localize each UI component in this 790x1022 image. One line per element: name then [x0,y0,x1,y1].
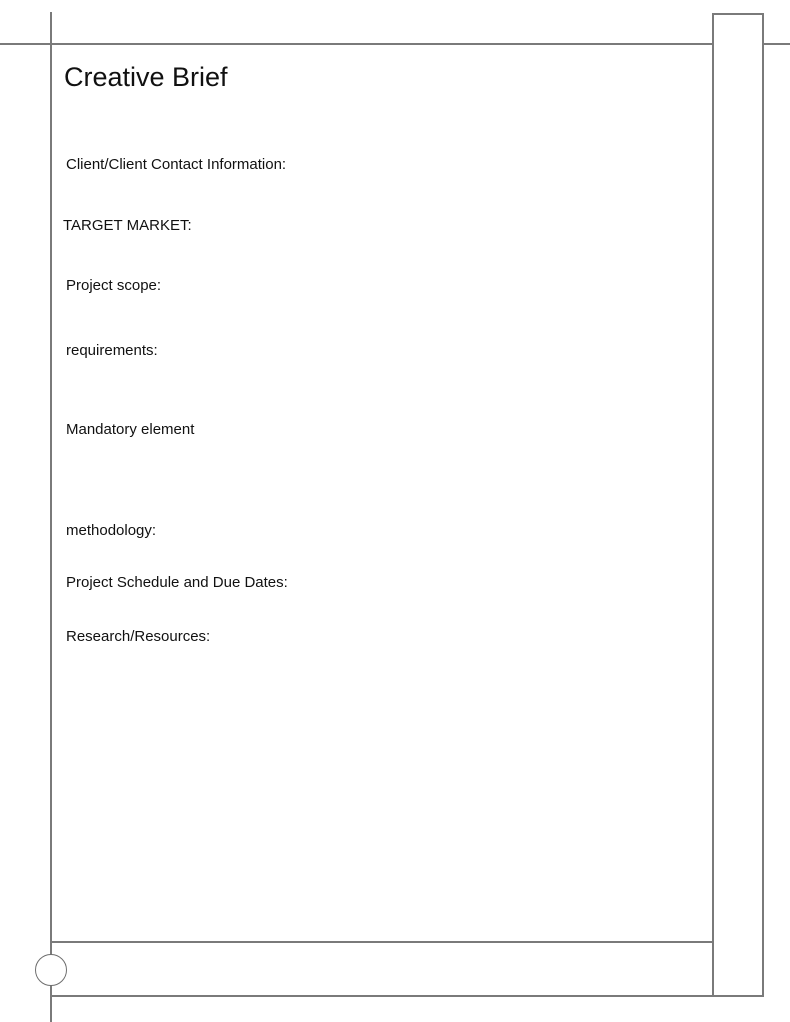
field-project-schedule: Project Schedule and Due Dates: [66,574,288,591]
field-client-contact: Client/Client Contact Information: [66,156,287,173]
field-target-market: TARGET MARKET: [63,217,192,234]
document-title: Creative Brief [64,62,228,92]
top-rule-left [0,43,713,45]
field-research-resources: Research/Resources: [66,628,211,645]
footer-bottom-rule [50,995,713,997]
footer-top-rule [50,941,713,943]
right-side-column-box [712,13,764,997]
field-mandatory-element: Mandatory element [66,421,195,438]
field-project-scope: Project scope: [66,277,162,294]
left-vertical-rule [50,12,52,1022]
footer-circle-ornament [35,954,67,986]
top-rule-right [763,43,790,45]
field-requirements: requirements: [66,342,158,359]
field-methodology: methodology: [66,522,157,539]
